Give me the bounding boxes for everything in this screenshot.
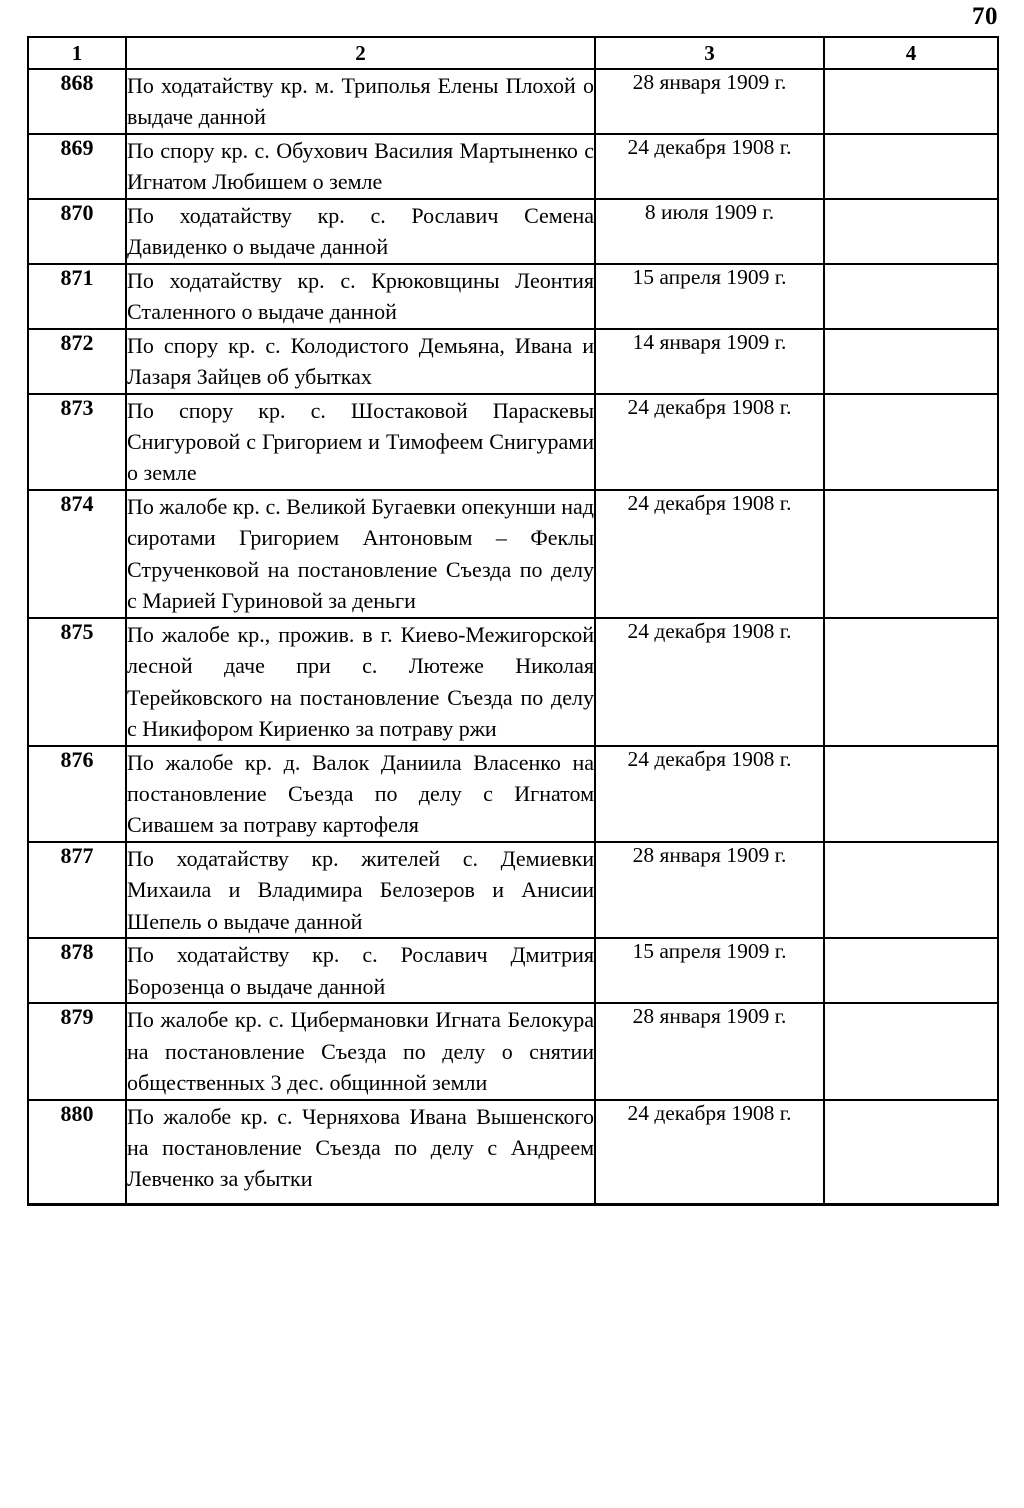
notes-cell: [824, 1100, 998, 1205]
row-number-cell: 880: [28, 1100, 126, 1205]
notes-cell: [824, 264, 998, 329]
table-header-row: [28, 37, 998, 69]
table-row: [28, 199, 998, 264]
notes-cell: [824, 842, 998, 938]
case-date-cell: 28 января 1909 г.: [595, 842, 824, 938]
case-description-cell: По жалобе кр. с. Черняхова Ивана Вышенского на постановление Съезда по делу с Андреем Левченко за убытки: [126, 1100, 595, 1205]
table-header: [28, 37, 998, 69]
row-number-cell: 879: [28, 1003, 126, 1099]
table-row: [28, 746, 998, 842]
case-date-cell: 15 апреля 1909 г.: [595, 264, 824, 329]
case-description-cell: По жалобе кр. д. Валок Даниила Власенко на постановление Съезда по делу с Игнатом Сивашем за потраву картофеля: [126, 746, 595, 842]
row-number-cell: 870: [28, 199, 126, 264]
case-date-cell: 14 января 1909 г.: [595, 329, 824, 394]
table-row: [28, 69, 998, 134]
row-number-cell: 875: [28, 618, 126, 746]
row-number-cell: 869: [28, 134, 126, 199]
table-row: [28, 490, 998, 618]
case-description-cell: По жалобе кр. с. Великой Бугаевки опекунши над сиротами Григорием Антоновым – Феклы Струченковой на постановление Съезда по делу с Марией Гуриновой за деньги: [126, 490, 595, 618]
case-date-cell: 8 июля 1909 г.: [595, 199, 824, 264]
table-row: [28, 938, 998, 1003]
notes-cell: [824, 329, 998, 394]
case-date-cell: 24 декабря 1908 г.: [595, 618, 824, 746]
column-header-3: 3: [595, 37, 824, 69]
row-number-cell: 874: [28, 490, 126, 618]
case-date-cell: 24 декабря 1908 г.: [595, 134, 824, 199]
row-number-cell: 872: [28, 329, 126, 394]
notes-cell: [824, 69, 998, 134]
row-number-cell: 873: [28, 394, 126, 490]
table-row: [28, 329, 998, 394]
table-row: [28, 842, 998, 938]
notes-cell: [824, 134, 998, 199]
case-date-cell: 15 апреля 1909 г.: [595, 938, 824, 1003]
table-row: [28, 134, 998, 199]
case-description-cell: По спору кр. с. Обухович Василия Мартыненко с Игнатом Любишем о земле: [126, 134, 595, 199]
notes-cell: [824, 394, 998, 490]
column-header-1: 1: [28, 37, 126, 69]
page-number: 70: [972, 3, 998, 30]
notes-cell: [824, 490, 998, 618]
case-date-cell: 24 декабря 1908 г.: [595, 746, 824, 842]
case-description-cell: По жалобе кр., прожив. в г. Киево-Межигорской лесной даче при с. Лютеже Николая Терейковского на постановление Съезда по делу с Никифором Кириенко за потраву ржи: [126, 618, 595, 746]
table-row: [28, 618, 998, 746]
table-row: [28, 394, 998, 490]
notes-cell: [824, 199, 998, 264]
row-number-cell: 876: [28, 746, 126, 842]
case-description-cell: По спору кр. с. Колодистого Демьяна, Ивана и Лазаря Зайцев об убытках: [126, 329, 595, 394]
notes-cell: [824, 618, 998, 746]
notes-cell: [824, 746, 998, 842]
case-description-cell: По ходатайству кр. с. Рославич Дмитрия Борозенца о выдаче данной: [126, 938, 595, 1003]
table-row: [28, 1003, 998, 1099]
case-description-cell: По ходатайству кр. м. Триполья Елены Плохой о выдаче данной: [126, 69, 595, 134]
column-header-2: 2: [126, 37, 595, 69]
case-description-cell: По спору кр. с. Шостаковой Параскевы Снигуровой с Григорием и Тимофеем Снигурами о земле: [126, 394, 595, 490]
case-description-cell: По ходатайству кр. жителей с. Демиевки Михаила и Владимира Белозеров и Анисии Шепель о выдаче данной: [126, 842, 595, 938]
case-description-cell: По ходатайству кр. с. Крюковщины Леонтия Сталенного о выдаче данной: [126, 264, 595, 329]
row-number-cell: 877: [28, 842, 126, 938]
row-number-cell: 878: [28, 938, 126, 1003]
table-row: [28, 264, 998, 329]
column-header-4: 4: [824, 37, 998, 69]
case-date-cell: 24 декабря 1908 г.: [595, 394, 824, 490]
case-date-cell: 24 декабря 1908 г.: [595, 490, 824, 618]
case-description-cell: По жалобе кр. с. Цибермановки Игната Белокура на постановление Съезда по делу о снятии общественных 3 дес. общинной земли: [126, 1003, 595, 1099]
case-date-cell: 28 января 1909 г.: [595, 69, 824, 134]
row-number-cell: 871: [28, 264, 126, 329]
register-table: [27, 36, 999, 1206]
notes-cell: [824, 938, 998, 1003]
row-number-cell: 868: [28, 69, 126, 134]
table-body: [28, 69, 998, 1204]
case-date-cell: 24 декабря 1908 г.: [595, 1100, 824, 1205]
case-date-cell: 28 января 1909 г.: [595, 1003, 824, 1099]
notes-cell: [824, 1003, 998, 1099]
table-row: [28, 1100, 998, 1205]
case-description-cell: По ходатайству кр. с. Рославич Семена Давиденко о выдаче данной: [126, 199, 595, 264]
